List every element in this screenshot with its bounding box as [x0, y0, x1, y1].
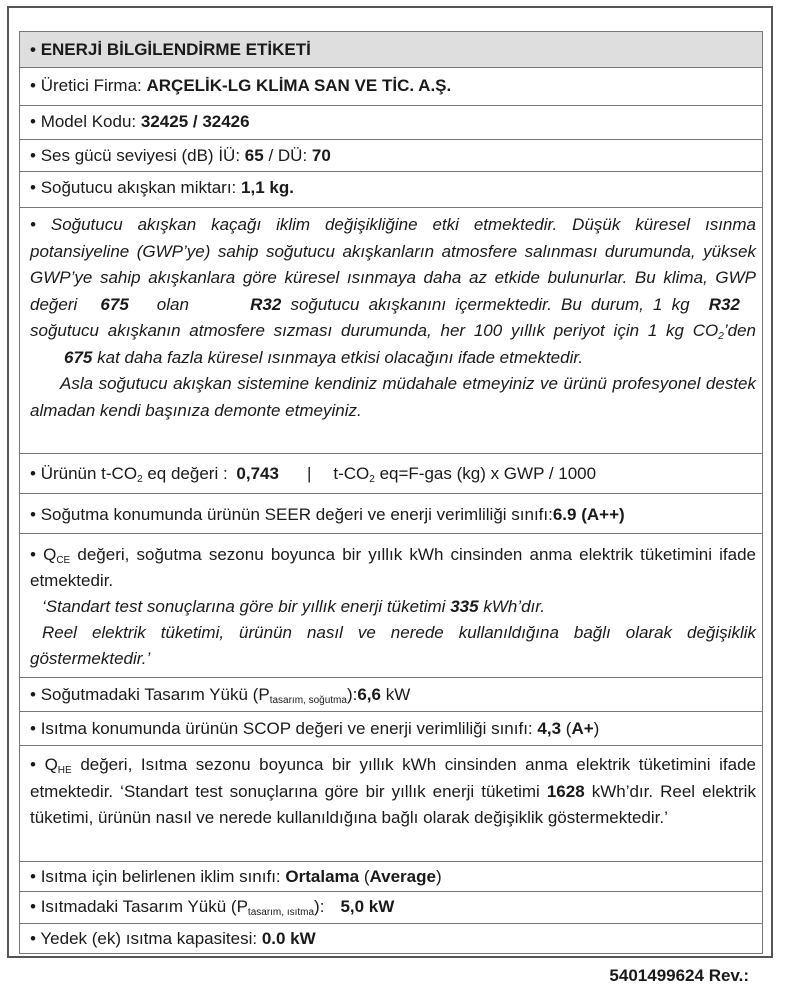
co2-subscript: 2 [718, 331, 724, 342]
qce-text: değeri, soğutma sezonu boyunca bir yıllık kWh cinsinden anma elektrik tüketimini ifade etmektedir. [30, 545, 756, 590]
pdesign-heat-close: ): [314, 897, 325, 916]
gwp-text-3: soğutucu akışkanını içermektedir. Bu durum, 1 kg [290, 294, 690, 314]
refrigerant-amount-value: 1,1 kg. [241, 178, 294, 197]
backup-label: Yedek (ek) ısıtma kapasitesi: [40, 929, 258, 948]
scop-class: A+ [571, 719, 594, 738]
pdesign-cool-close: ): [346, 685, 358, 704]
climate-paren-open: ( [363, 867, 370, 886]
refrigerant-name: R32 [250, 294, 282, 314]
backup-row: • Yedek (ek) ısıtma kapasitesi: 0.0 kW [19, 924, 763, 954]
qce-symbol: Q [43, 545, 57, 564]
tco2-row: • Ürünün $t-CO_2$ eq değeri : 0,743 | $t-CO_2$ eq=F-gas (kg) x GWP / 1000 [19, 454, 763, 494]
noise-outdoor: 70 [311, 146, 331, 165]
gwp-value-2: 675 [64, 347, 93, 367]
noise-row: • Ses gücü seviyesi (dB) İÜ: 65 / DÜ: 70 [19, 140, 763, 172]
gwp-info-row: • Soğutucu akışkan kaçağı iklim değişikliğine etki etmektedir. Düşük küresel ısınma potansiyeline (GWP’ye) sahip soğutucu akışkanların atmosfere salınması durumunda, yüksek GWP’ye sahip akışkanlara göre küresel ısınmaya daha az etkide bulunurlar. Bu klima, GWP değeri 675 olan R32 soğutucu akışkanını içermektedir. Bu durum, 1 kg R32soğutucu akışkanın atmosfere sızması durumunda, her 100 yıllık periyot için 1 kg $CO_2’den$ 675 kat daha fazla küresel ısınmaya etkisi olacağını ifade etmektedir. Asla soğutucu akışkan sistemine kendiniz müdahale etmeyiniz ve ürünü profesyonel destek almadan kendi başınıza demonte etmeyiniz. [19, 208, 763, 454]
tco2-formula-post: eq=F-gas (kg) x GWP / 1000 [374, 464, 597, 483]
qce-quote-2: kWh’dır. [483, 597, 546, 616]
qce-value: 335 [450, 597, 479, 616]
gwp-text-1: Soğutucu akışkan kaçağı iklim değişikliğine etki etmektedir. Düşük küresel ısınma potansiyeline (GWP’ye) sahip soğutucu akışkanların atmosfere salınması durumunda, yüksek GWP’ye sahip akışkanlara göre küresel ısınmaya daha az etkide bulunurlar. Bu klima, GWP değeri [30, 215, 756, 314]
energy-label-table [19, 31, 763, 954]
climate-row: • Isıtma için belirlenen iklim sınıfı: Ortalama (Average) [19, 862, 763, 892]
qhe-text-2: kWh’dır. Reel elektrik tüketimi, ürünün nasıl ve nerede kullanıldığına bağlı olarak değişiklik göstermektedir.’ [30, 781, 756, 827]
tco2-label-post: eq değeri : [142, 464, 228, 483]
noise-sep: / DÜ: [268, 146, 308, 165]
pdesign-cool-sub: tasarım, soğutma [269, 695, 347, 706]
manufacturer-row: • Üretici Firma: ARÇELİK-LG KLİMA SAN VE TİC. A.Ş. [19, 68, 763, 106]
tco2-formula-sub: 2 [369, 474, 375, 485]
pdesign-cool-value: 6,6 [357, 685, 381, 704]
tco2-separator: | [306, 464, 312, 483]
climate-label: Isıtma için belirlenen iklim sınıfı: [40, 867, 281, 886]
tco2-label: Ürünün t-CO [40, 464, 138, 483]
scop-paren-close: ) [593, 719, 600, 738]
qhe-value: 1628 [546, 781, 585, 801]
seer-value: 6.9 (A++) [552, 505, 625, 524]
qhe-symbol: Q [44, 755, 58, 774]
tco2-sub: 2 [137, 474, 143, 485]
pdesign-heat-row: • Isıtmadaki Tasarım Yükü $(P_{tasarım, ısıtma})$: 5,0 kW [19, 892, 763, 924]
scop-row: • Isıtma konumunda ürünün SCOP değeri ve enerji verimliliği sınıfı: 4,3 (A+) [19, 712, 763, 746]
pdesign-heat-value: 5,0 kW [340, 897, 395, 916]
gwp-value: 675 [100, 294, 129, 314]
refrigerant-amount-label: Soğutucu akışkan miktarı: [40, 178, 237, 197]
pdesign-cool-label: Soğutmadaki Tasarım Yükü (P [40, 685, 270, 704]
label-title: ENERJİ BİLGİLENDİRME ETİKETİ [40, 40, 311, 59]
pdesign-heat-sub: tasarım, ısıtma [247, 907, 315, 918]
qce-quote-1: ‘Standart test sonuçlarına göre bir yıllık enerji tüketimi [42, 597, 446, 616]
qhe-text-1: değeri, Isıtma sezonu boyunca bir yıllık kWh cinsinden anma elektrik tüketimini ifade etmektedir. ‘Standart test sonuçlarına göre bir yıllık enerji tüketimi [30, 755, 756, 801]
climate-paren-close: ) [435, 867, 442, 886]
model-label: Model Kodu: [40, 112, 137, 131]
gwp-text-4: soğutucu akışkanın atmosfere sızması durumunda, her 100 yıllık periyot için 1 kg CO [30, 321, 719, 340]
noise-label: Ses gücü seviyesi (dB) İÜ: [40, 146, 241, 165]
qce-quote-3: Reel elektrik tüketimi, ürünün nasıl ve nerede kullanıldığına bağlı olarak değişiklik göstermektedir.’ [30, 623, 756, 668]
climate-value: Ortalama [285, 867, 360, 886]
tco2-value: 0,743 [236, 464, 279, 483]
manufacturer-value: ARÇELİK-LG KLİMA SAN VE TİC. A.Ş. [146, 76, 452, 95]
label-header: • ENERJİ BİLGİLENDİRME ETİKETİ [19, 32, 763, 68]
noise-indoor: 65 [244, 146, 264, 165]
tco2-formula: t-CO [333, 464, 370, 483]
pdesign-cool-row: • Soğutmadaki Tasarım Yükü $(P_{tasarım, soğutma}):6,6$ kW [19, 678, 763, 712]
gwp-text-6: kat daha fazla küresel ısınmaya etkisi olacağını ifade etmektedir. [97, 347, 584, 367]
model-row: • Model Kodu: 32425 / 32426 [19, 106, 763, 140]
qce-sub: CE [56, 555, 71, 566]
qce-row: • $Q_{CE}$ değeri, soğutma sezonu boyunca bir yıllık kWh cinsinden anma elektrik tüketimini ifade etmektedir. ‘Standart test sonuçlarına göre bir yıllık enerji tüketimi 335 kWh’dır. Reel elektrik tüketimi, ürünün nasıl ve nerede kullanıldığına bağlı olarak değişiklik göstermektedir.’ [19, 534, 763, 678]
gwp-text-2: olan [156, 294, 189, 314]
gwp-warning: Asla soğutucu akışkan sistemine kendiniz müdahale etmeyiniz ve ürünü profesyonel destek almadan kendi başınıza demonte etmeyiniz. [30, 374, 756, 420]
scop-label: Isıtma konumunda ürünün SCOP değeri ve enerji verimliliği sınıfı: [40, 719, 533, 738]
refrigerant-amount-row: • Soğutucu akışkan miktarı: 1,1 kg. [19, 172, 763, 208]
climate-value-en: Average [369, 867, 436, 886]
gwp-text-5: ’den [723, 321, 756, 340]
model-value: 32425 / 32426 [140, 112, 250, 131]
backup-value: 0.0 kW [261, 929, 316, 948]
footer-code: 5401499624 Rev.: [609, 966, 749, 985]
seer-row: • Soğutma konumunda ürünün SEER değeri ve enerji verimliliği sınıfı:6.9 (A++) [19, 494, 763, 534]
pdesign-heat-label: Isıtmadaki Tasarım Yükü (P [40, 897, 248, 916]
refrigerant-name-2: R32 [708, 294, 740, 314]
seer-label: Soğutma konumunda ürünün SEER değeri ve enerji verimliliği sınıfı: [40, 505, 553, 524]
scop-paren-open: ( [565, 719, 572, 738]
qhe-sub: HE [57, 765, 72, 776]
pdesign-cool-unit: kW [385, 685, 411, 704]
manufacturer-label: Üretici Firma: [40, 76, 142, 95]
qhe-row: • $Q_{HE}$ değeri, Isıtma sezonu boyunca bir yıllık kWh cinsinden anma elektrik tüketimini ifade etmektedir. ‘Standart test sonuçlarına göre bir yıllık enerji tüketimi 1628 kWh’dır. Reel elektrik tüketimi, ürünün nasıl ve nerede kullanıldığına bağlı olarak değişiklik göstermektedir.’ [19, 746, 763, 862]
scop-value: 4,3 [537, 719, 562, 738]
